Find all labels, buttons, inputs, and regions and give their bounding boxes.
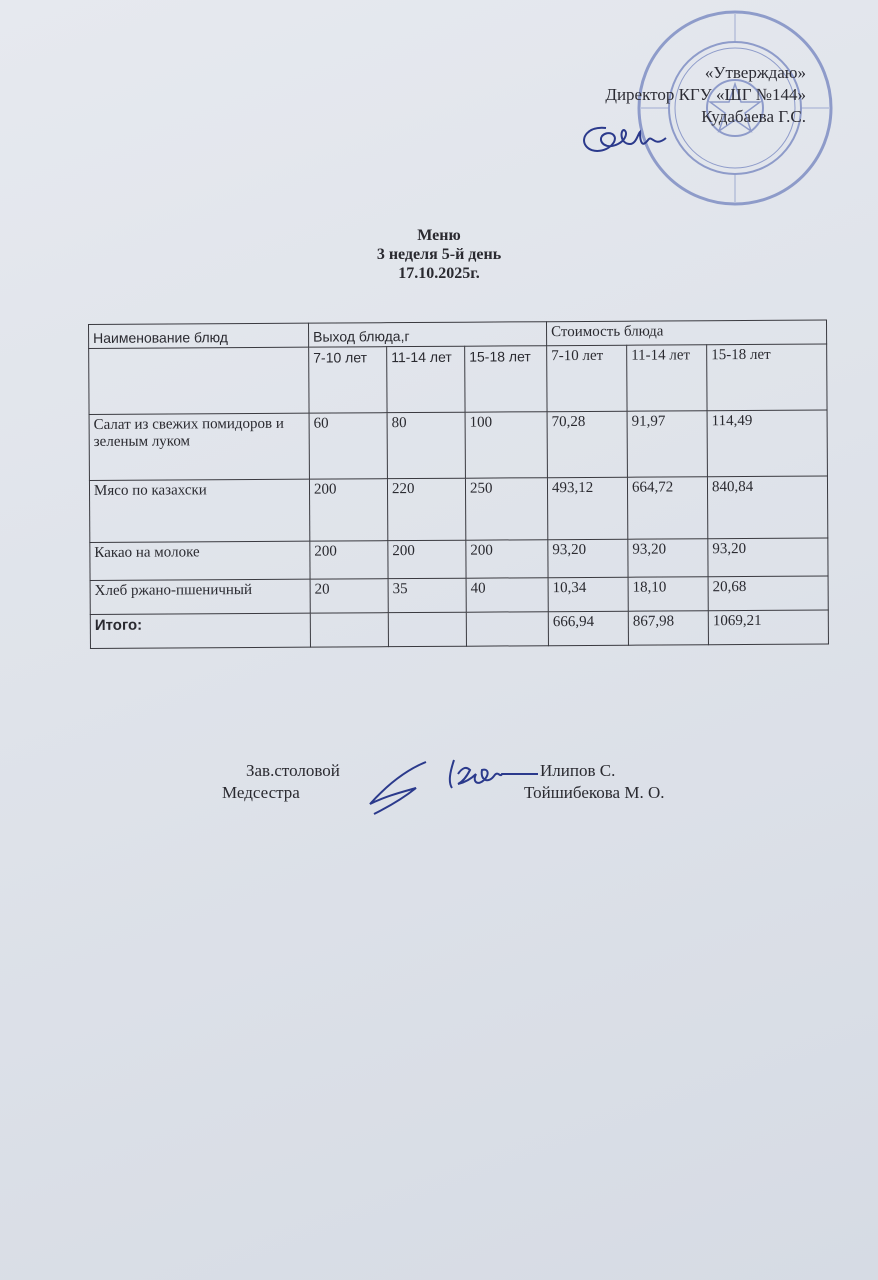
cost-age-3: 114,49 xyxy=(707,410,827,477)
header-output: Выход блюда,г xyxy=(308,322,546,347)
total-output-age-3 xyxy=(466,612,548,647)
table-row xyxy=(90,538,828,581)
output-age-1: 200 xyxy=(310,541,388,579)
table-row xyxy=(90,576,828,615)
cost-age-2: 91,97 xyxy=(627,411,707,477)
menu-title-date: 17.10.2025г. xyxy=(398,265,480,282)
total-cost-age-3: 1069,21 xyxy=(708,610,828,645)
approval-heading: «Утверждаю» xyxy=(704,63,806,82)
dish-name: Мясо по казахски xyxy=(89,479,309,542)
header-cost-age-2: 11-14 лет xyxy=(627,345,707,411)
name-nurse: Тойшибекова М. О. xyxy=(524,783,665,802)
output-age-2: 80 xyxy=(387,412,465,478)
name-canteen-head: Илипов С. xyxy=(540,761,616,780)
output-age-2: 200 xyxy=(388,540,466,578)
header-age-1: 7-10 лет xyxy=(309,347,387,413)
approval-position: Директор КГУ «ШГ №144» xyxy=(605,85,806,104)
header-dish-name: Наименование блюд xyxy=(89,323,309,348)
cost-age-1: 493,12 xyxy=(547,477,627,539)
output-age-1: 200 xyxy=(309,479,387,541)
total-label: Итого: xyxy=(90,613,310,648)
output-age-2: 35 xyxy=(388,578,466,612)
header-age-2: 11-14 лет xyxy=(387,346,465,412)
cost-age-3: 840,84 xyxy=(707,476,827,539)
output-age-3: 100 xyxy=(465,412,547,478)
dish-name: Хлеб ржано-пшеничный xyxy=(90,579,310,614)
output-age-1: 20 xyxy=(310,579,388,613)
menu-title-week: 3 неделя 5-й день xyxy=(376,246,502,263)
cost-age-1: 10,34 xyxy=(548,577,628,611)
output-age-3: 40 xyxy=(466,578,548,613)
cost-age-2: 664,72 xyxy=(627,477,707,539)
director-signature xyxy=(578,118,670,160)
cost-age-2: 18,10 xyxy=(628,577,708,611)
header-cost: Стоимость блюда xyxy=(546,320,826,346)
output-age-3: 250 xyxy=(465,478,547,540)
dish-name: Салат из свежих помидоров и зеленым луком xyxy=(89,413,309,480)
total-output-age-2 xyxy=(388,612,466,646)
total-cost-age-1: 666,94 xyxy=(548,611,628,645)
table-row xyxy=(89,410,827,481)
output-age-2: 220 xyxy=(387,478,465,540)
role-nurse: Медсестра xyxy=(222,783,300,802)
total-output-age-1 xyxy=(310,613,388,647)
menu-title-main: Меню xyxy=(417,227,461,244)
approval-signer: Кудабаева Г.С. xyxy=(701,107,806,126)
table-row xyxy=(89,476,827,543)
header-cost-age-3: 15-18 лет xyxy=(707,344,827,411)
menu-table xyxy=(88,319,829,649)
cost-age-1: 93,20 xyxy=(548,539,628,577)
menu-title xyxy=(0,226,878,283)
output-age-3: 200 xyxy=(466,540,548,579)
cost-age-2: 93,20 xyxy=(628,539,708,577)
header-cost-age-1: 7-10 лет xyxy=(547,345,627,411)
header-empty xyxy=(89,347,309,414)
output-age-1: 60 xyxy=(309,413,387,479)
cost-age-3: 20,68 xyxy=(708,576,828,611)
role-canteen-head: Зав.столовой xyxy=(246,761,340,780)
total-cost-age-2: 867,98 xyxy=(628,611,708,645)
header-age-3: 15-18 лет xyxy=(465,346,547,412)
table-total-row xyxy=(90,610,828,649)
cost-age-1: 70,28 xyxy=(547,411,627,477)
table-subheader-row xyxy=(89,344,827,415)
dish-name: Какао на молоке xyxy=(90,541,310,580)
cost-age-3: 93,20 xyxy=(708,538,828,577)
